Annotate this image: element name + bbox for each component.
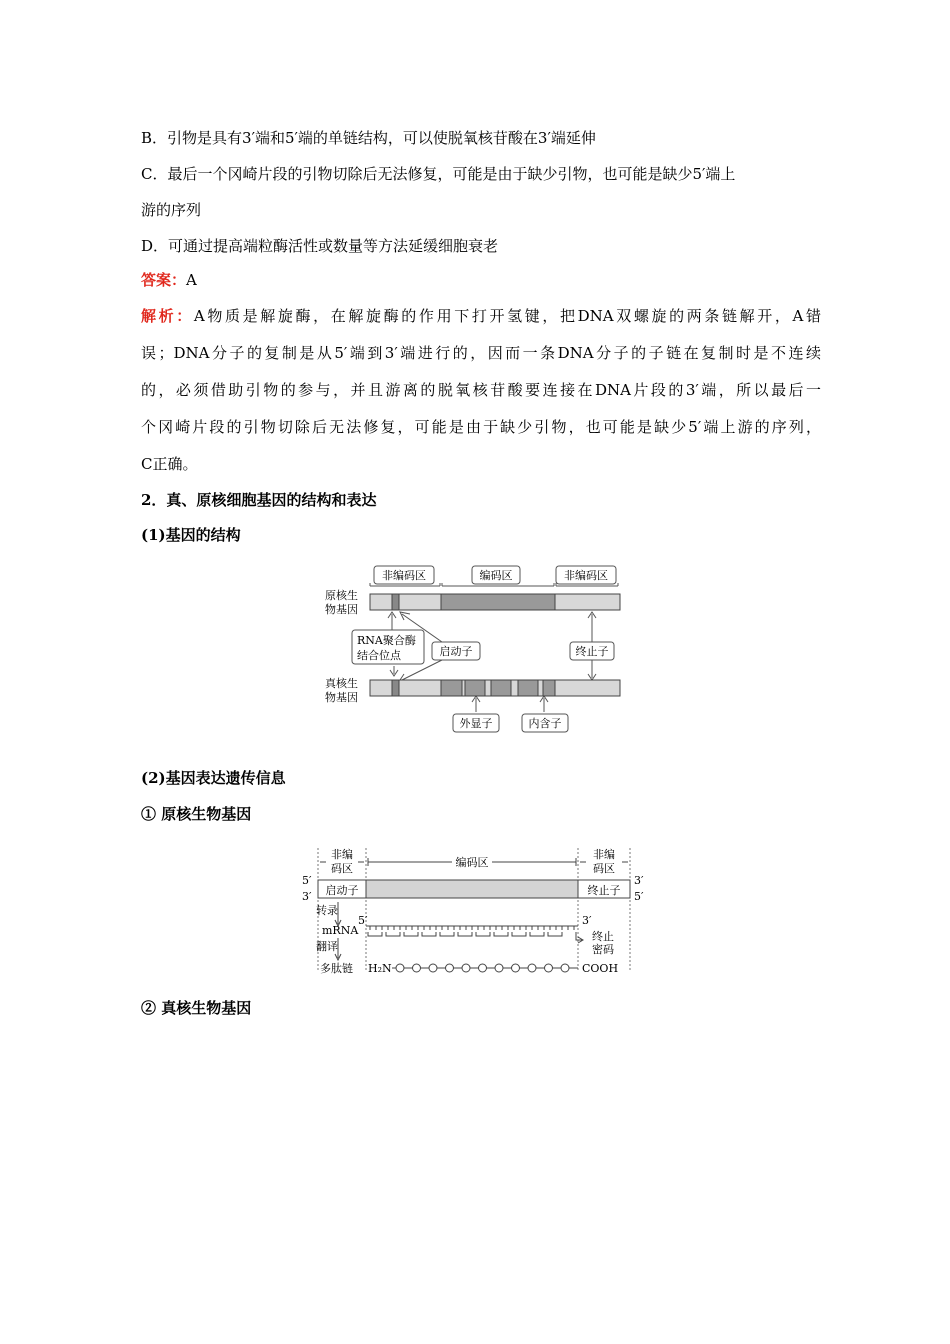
amino-acid bbox=[495, 964, 503, 972]
dna-5prime-left: 5′ bbox=[302, 874, 312, 887]
stop-codon-l1: 终止 bbox=[592, 930, 614, 943]
amino-acid bbox=[429, 964, 437, 972]
analysis-line4: 个冈崎片段的引物切除后无法修复，可能是由于缺少引物，也可能是缺少5′端上游的序列， bbox=[141, 418, 821, 436]
dna-3prime-right: 3′ bbox=[634, 874, 644, 887]
codon-bracket bbox=[404, 932, 418, 936]
euk-label-2: 物基因 bbox=[325, 691, 358, 704]
answer-label: 答案： bbox=[141, 271, 187, 289]
dna-3prime-left: 3′ bbox=[302, 890, 312, 903]
amino-acid bbox=[413, 964, 421, 972]
amino-acid bbox=[479, 964, 487, 972]
dna-5prime-right: 5′ bbox=[634, 890, 644, 903]
codon-bracket bbox=[494, 932, 508, 936]
mrna-5prime: 5′ bbox=[358, 914, 368, 927]
amino-acid bbox=[462, 964, 470, 972]
codon-bracket bbox=[530, 932, 544, 936]
amino-acid bbox=[396, 964, 404, 972]
euk-label-1: 真核生 bbox=[325, 677, 358, 690]
noncoding-right-l2: 码区 bbox=[593, 862, 615, 875]
noncoding-right-l1: 非编 bbox=[593, 848, 615, 861]
analysis-line2: 误；DNA分子的复制是从5′端到3′端进行的，因而一条DNA分子的子链在复制时是不连续 bbox=[141, 344, 821, 362]
analysis-text1: A物质是解旋酶，在解旋酶的作用下打开氢键，把DNA双螺旋的两条链解开，A错 bbox=[193, 307, 821, 325]
mrna-label: mRNA bbox=[322, 924, 359, 937]
transcription-label: 转录 bbox=[316, 904, 338, 917]
noncoding-left-l1: 非编 bbox=[331, 848, 353, 861]
item-prokaryote: ① 原核生物基因 bbox=[141, 805, 252, 823]
codon-bracket bbox=[458, 932, 472, 936]
prokaryote-expression-diagram bbox=[300, 842, 652, 978]
option-d: D．可通过提高端粒酶活性或数量等方法延缓细胞衰老 bbox=[141, 237, 499, 255]
stop-codon-l2: 密码 bbox=[592, 943, 614, 956]
terminator-label-2: 终止子 bbox=[587, 884, 621, 897]
analysis-label: 解析： bbox=[141, 307, 194, 325]
amino-acid bbox=[446, 964, 454, 972]
option-c-line1: C．最后一个冈崎片段的引物切除后无法修复，可能是由于缺少引物，也可能是缺少5′端上 bbox=[141, 165, 736, 183]
cooh-label: COOH bbox=[582, 962, 619, 975]
rna-site-label-2: 结合位点 bbox=[357, 649, 401, 662]
analysis-line5: C正确。 bbox=[141, 455, 198, 473]
answer-value: A bbox=[186, 271, 197, 289]
noncoding-right-label: 非编码区 bbox=[564, 569, 608, 582]
codon-bracket bbox=[548, 932, 562, 936]
rna-site-label-1: RNA聚合酶 bbox=[357, 634, 416, 647]
codon-bracket bbox=[440, 932, 454, 936]
amino-acid bbox=[528, 964, 536, 972]
h2n-label: H₂N bbox=[368, 962, 392, 975]
option-c-line2: 游的序列 bbox=[141, 201, 202, 219]
answer bbox=[141, 270, 197, 290]
analysis-line1 bbox=[141, 306, 821, 326]
codon-bracket bbox=[512, 932, 526, 936]
promoter-label: 启动子 bbox=[439, 645, 473, 658]
analysis-line3: 的，必须借助引物的参与，并且游离的脱氧核苷酸要连接在DNA片段的3′端，所以最后一 bbox=[141, 381, 821, 399]
translation-label: 翻译 bbox=[316, 940, 338, 953]
amino-acid bbox=[561, 964, 569, 972]
intron-label: 内含子 bbox=[528, 717, 562, 730]
amino-acid bbox=[512, 964, 520, 972]
sub-heading-expression: (2)基因表达遗传信息 bbox=[141, 769, 286, 787]
option-b: B．引物是具有3′端和5′端的单链结构，可以使脱氧核苷酸在3′端延伸 bbox=[141, 129, 596, 147]
gene-structure-diagram bbox=[320, 562, 630, 742]
codon-bracket bbox=[386, 932, 400, 936]
promoter-label-2: 启动子 bbox=[325, 884, 359, 897]
section-heading: 2．真、原核细胞基因的结构和表达 bbox=[141, 491, 377, 509]
item-eukaryote: ② 真核生物基因 bbox=[141, 999, 252, 1017]
terminator-label: 终止子 bbox=[575, 645, 609, 658]
prok-label-1: 原核生 bbox=[325, 589, 358, 602]
coding-label-2: 编码区 bbox=[455, 856, 489, 869]
coding-label: 编码区 bbox=[479, 569, 513, 582]
codon-bracket bbox=[476, 932, 490, 936]
codon-bracket bbox=[422, 932, 436, 936]
sub-heading-structure: (1)基因的结构 bbox=[141, 526, 241, 544]
noncoding-left-label: 非编码区 bbox=[382, 569, 426, 582]
prok-label-2: 物基因 bbox=[325, 603, 358, 616]
exon-label: 外显子 bbox=[459, 717, 493, 730]
amino-acid bbox=[545, 964, 553, 972]
polypeptide-label: 多肽链 bbox=[320, 962, 353, 975]
noncoding-left-l2: 码区 bbox=[331, 862, 353, 875]
codon-bracket bbox=[368, 932, 382, 936]
mrna-3prime: 3′ bbox=[582, 914, 592, 927]
